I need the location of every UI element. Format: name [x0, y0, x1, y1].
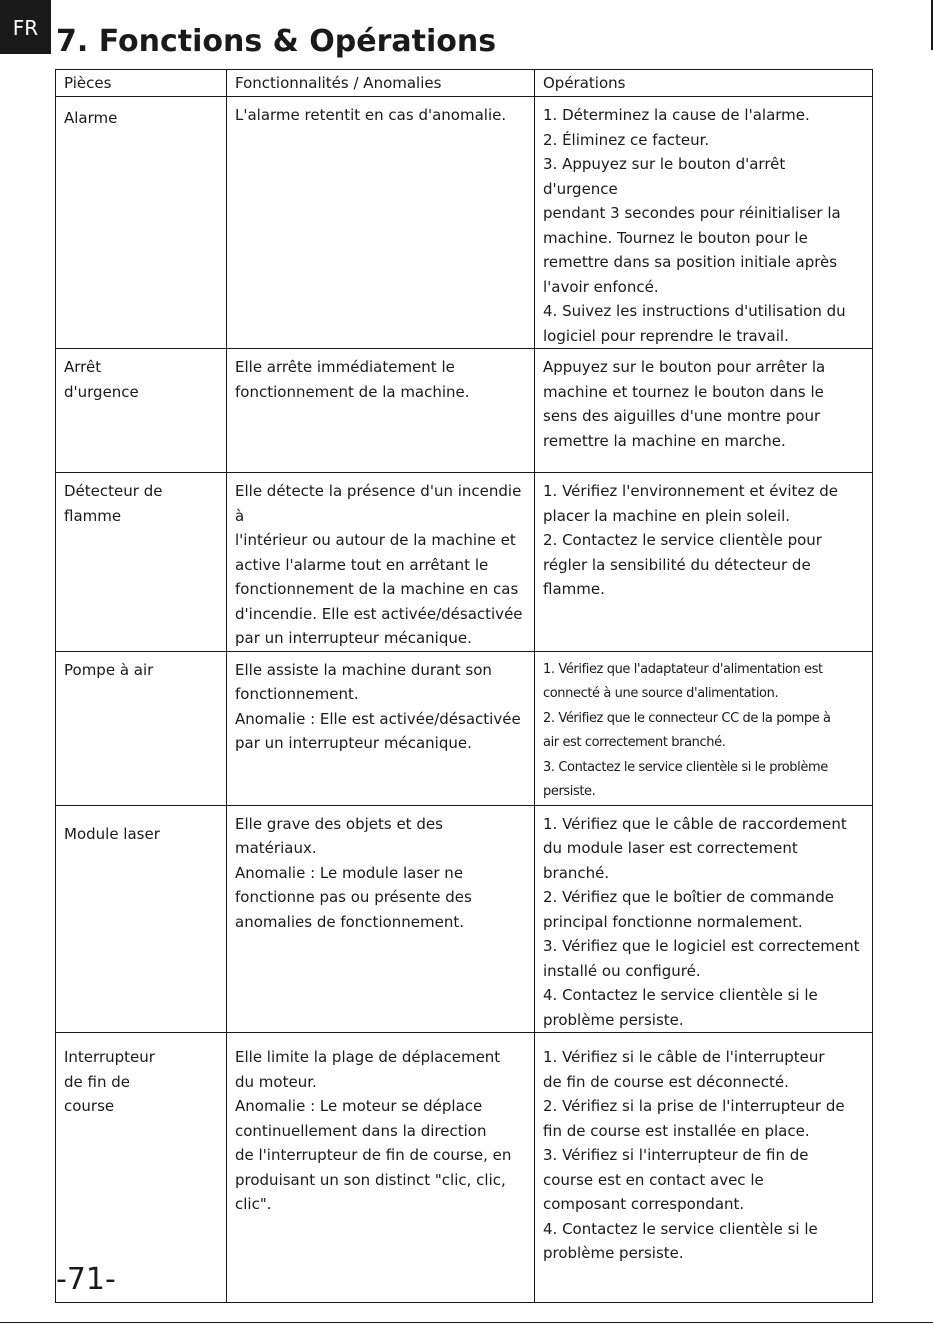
- part-cell: [56, 473, 227, 652]
- page-number: -71-: [56, 1262, 116, 1297]
- function-line: l'intérieur ou autour de la machine et: [235, 531, 516, 549]
- function-line: par un interrupteur mécanique.: [235, 629, 472, 647]
- operations-line: 2. Éliminez ce facteur.: [543, 130, 710, 149]
- table-row: [56, 651, 873, 805]
- function-cell: [227, 1033, 535, 1303]
- function-cell: [227, 805, 535, 1033]
- operations-line: 3. Vérifiez que le logiciel est correctement: [543, 937, 860, 955]
- function-line: fonctionne pas ou présente des: [235, 888, 472, 906]
- table-row: [56, 473, 873, 652]
- table-row: [56, 97, 873, 349]
- table-header-row: [56, 70, 873, 97]
- header-functions: Fonctionnalités / Anomalies: [227, 70, 535, 97]
- function-line: Elle grave des objets et des matériaux.: [235, 814, 443, 857]
- operations-line: du module laser est correctement: [543, 839, 798, 857]
- function-line: clic".: [235, 1195, 272, 1213]
- operations-line: 2. Vérifiez que le boîtier de commande: [543, 888, 834, 906]
- section-title: 7. Fonctions & Opérations: [56, 24, 497, 59]
- operations-line: course est en contact avec le: [543, 1170, 764, 1189]
- operations-line: fin de course est installée en place.: [543, 1121, 810, 1140]
- part-line: d'urgence: [64, 382, 139, 401]
- operations-line: problème persiste.: [543, 1010, 684, 1029]
- part-line: Alarme: [64, 109, 118, 127]
- function-line: active l'alarme tout en arrêtant le: [235, 555, 489, 574]
- operations-line: 1. Vérifiez si le câble de l'interrupteur: [543, 1048, 825, 1066]
- part-line: Arrêt: [64, 358, 102, 376]
- operations-line: persiste.: [543, 784, 596, 799]
- function-line: fonctionnement de la machine en cas: [235, 580, 519, 598]
- part-line: Détecteur de: [64, 482, 163, 500]
- function-line: Elle assiste la machine durant son: [235, 660, 492, 679]
- function-line: Anomalie : Le moteur se déplace: [235, 1097, 483, 1115]
- operations-line: flamme.: [543, 580, 605, 598]
- header-parts: Pièces: [56, 70, 227, 97]
- operations-cell: [535, 473, 873, 652]
- operations-line: principal fonctionne normalement.: [543, 912, 803, 931]
- operations-line: 4. Suivez les instructions d'utilisation du: [543, 302, 846, 320]
- function-line: fonctionnement.: [235, 685, 359, 703]
- part-cell: [56, 651, 227, 805]
- table-row: [56, 1033, 873, 1303]
- table-row: [56, 349, 873, 473]
- language-label: FR: [12, 16, 39, 40]
- function-line: par un interrupteur mécanique.: [235, 734, 472, 752]
- operations-line: 2. Vérifiez que le connecteur CC de la pompe à: [543, 710, 831, 726]
- function-line: L'alarme retentit en cas d'anomalie.: [235, 106, 507, 124]
- operations-line: 4. Contactez le service clientèle si le: [543, 1219, 818, 1238]
- function-cell: [227, 349, 535, 473]
- function-line: Anomalie : Le module laser ne: [235, 863, 464, 882]
- operations-line: 1. Vérifiez que le câble de raccordement: [543, 814, 847, 833]
- operations-line: Appuyez sur le bouton pour arrêter la: [543, 358, 826, 376]
- part-line: flamme: [64, 506, 122, 525]
- operations-line: remettre la machine en marche.: [543, 431, 786, 450]
- operations-line: 2. Vérifiez si la prise de l'interrupteur de: [543, 1097, 845, 1115]
- operations-line: 1. Déterminez la cause de l'alarme.: [543, 106, 810, 124]
- header-operations: Opérations: [535, 70, 873, 97]
- function-cell: [227, 97, 535, 349]
- part-cell: [56, 349, 227, 473]
- function-line: continuellement dans la direction: [235, 1121, 487, 1140]
- operations-line: logiciel pour reprendre le travail.: [543, 326, 789, 345]
- operations-line: sens des aiguilles d'une montre pour: [543, 407, 821, 425]
- operations-line: 3. Vérifiez si l'interrupteur de fin de: [543, 1146, 809, 1164]
- part-cell: [56, 97, 227, 349]
- part-line: de fin de: [64, 1072, 130, 1091]
- part-line: Interrupteur: [64, 1048, 155, 1066]
- operations-line: machine et tournez le bouton dans le: [543, 382, 824, 401]
- operations-line: 3. Contactez le service clientèle si le problème: [543, 759, 828, 775]
- operations-line: 3. Appuyez sur le bouton d'arrêt d'urgence: [543, 155, 786, 198]
- part-line: course: [64, 1097, 115, 1115]
- operations-cell: [535, 97, 873, 349]
- operations-line: placer la machine en plein soleil.: [543, 506, 791, 525]
- part-line: Pompe à air: [64, 660, 154, 679]
- operations-line: branché.: [543, 863, 610, 882]
- function-line: Elle arrête immédiatement le: [235, 358, 455, 376]
- functions-operations-table: [55, 69, 873, 1303]
- function-line: d'incendie. Elle est activée/désactivée: [235, 604, 523, 623]
- function-line: Anomalie : Elle est activée/désactivée: [235, 709, 521, 728]
- operations-line: de fin de course est déconnecté.: [543, 1072, 789, 1091]
- bottom-rule: [0, 1322, 933, 1323]
- operations-cell: [535, 805, 873, 1033]
- operations-line: pendant 3 secondes pour réinitialiser la: [543, 204, 841, 222]
- table-row: [56, 805, 873, 1033]
- language-tab: [0, 0, 51, 54]
- function-line: produisant un son distinct "clic, clic,: [235, 1170, 506, 1189]
- operations-line: air est correctement branché.: [543, 735, 726, 750]
- operations-line: remettre dans sa position initiale après: [543, 253, 838, 271]
- function-line: Elle détecte la présence d'un incendie à: [235, 482, 522, 525]
- operations-line: installé ou configuré.: [543, 961, 701, 980]
- function-line: fonctionnement de la machine.: [235, 382, 470, 401]
- operations-line: régler la sensibilité du détecteur de: [543, 555, 811, 574]
- operations-line: connecté à une source d'alimentation.: [543, 686, 779, 701]
- function-line: du moteur.: [235, 1072, 317, 1091]
- operations-line: problème persiste.: [543, 1244, 684, 1262]
- operations-line: 2. Contactez le service clientèle pour: [543, 531, 822, 549]
- operations-line: composant correspondant.: [543, 1195, 745, 1213]
- function-cell: [227, 651, 535, 805]
- function-line: Elle limite la plage de déplacement: [235, 1048, 501, 1066]
- part-cell: [56, 805, 227, 1033]
- function-line: de l'interrupteur de fin de course, en: [235, 1146, 512, 1164]
- operations-cell: [535, 349, 873, 473]
- operations-cell: [535, 651, 873, 805]
- operations-cell: [535, 1033, 873, 1303]
- function-line: anomalies de fonctionnement.: [235, 912, 465, 931]
- operations-line: l'avoir enfoncé.: [543, 277, 659, 296]
- operations-line: machine. Tournez le bouton pour le: [543, 228, 808, 247]
- function-cell: [227, 473, 535, 652]
- operations-line: 4. Contactez le service clientèle si le: [543, 986, 818, 1004]
- operations-line: 1. Vérifiez que l'adaptateur d'alimentation est: [543, 661, 823, 677]
- part-line: Module laser: [64, 824, 160, 843]
- operations-line: 1. Vérifiez l'environnement et évitez de: [543, 482, 839, 500]
